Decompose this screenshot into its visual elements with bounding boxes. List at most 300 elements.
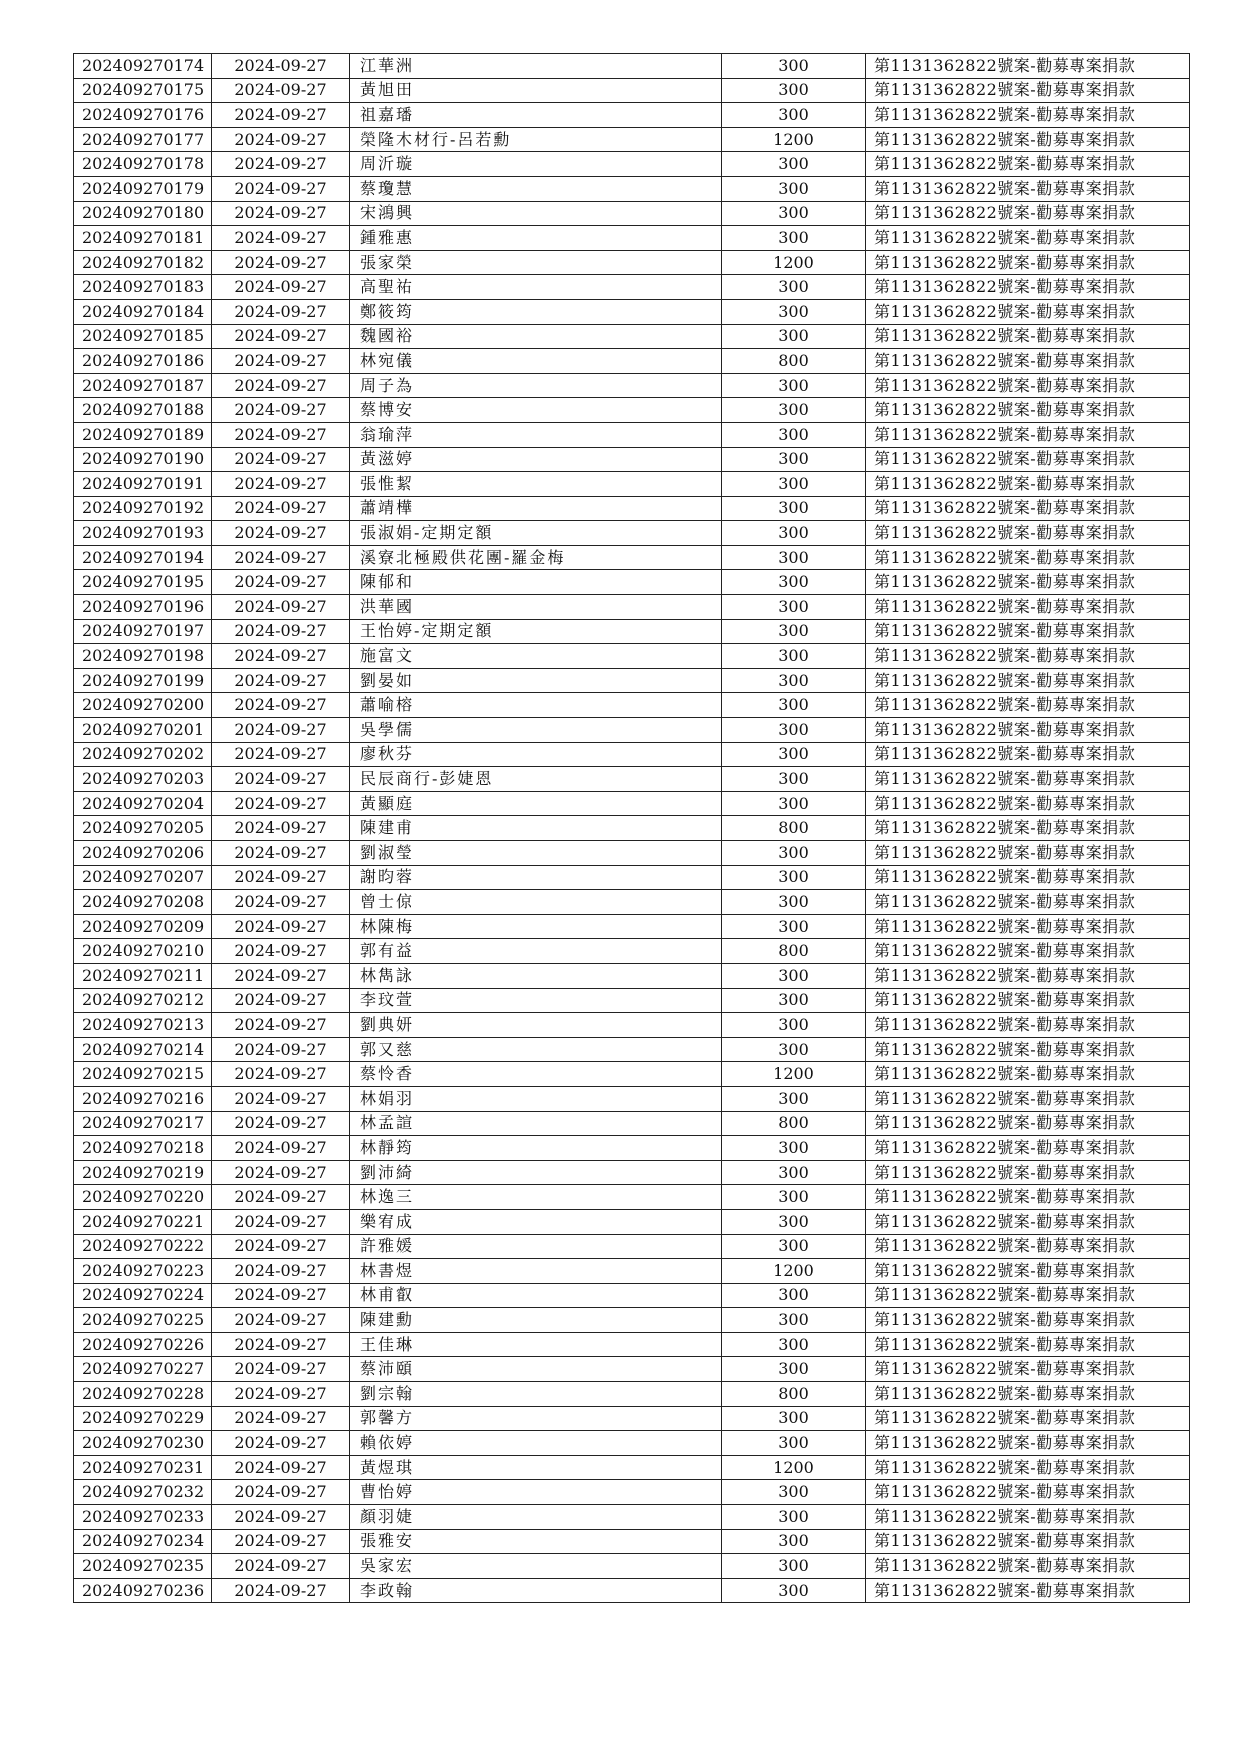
- amount-cell: 300: [722, 890, 866, 915]
- date-cell: 2024-09-27: [212, 890, 350, 915]
- date-cell: 2024-09-27: [212, 373, 350, 398]
- memo-cell: 第1131362822號案-勸募專案捐款: [866, 250, 1190, 275]
- donor-name-cell: 鄭筱筠: [350, 299, 722, 324]
- receipt-number-cell: 202409270190: [74, 447, 212, 472]
- donor-name-cell: 江華洲: [350, 54, 722, 79]
- memo-cell: 第1131362822號案-勸募專案捐款: [866, 1013, 1190, 1038]
- table-row: [74, 176, 1190, 201]
- donor-name-cell: 高聖祐: [350, 275, 722, 300]
- memo-cell: 第1131362822號案-勸募專案捐款: [866, 472, 1190, 497]
- table-row: [74, 349, 1190, 374]
- table-row: [74, 1382, 1190, 1407]
- receipt-number-cell: 202409270181: [74, 226, 212, 251]
- amount-cell: 300: [722, 595, 866, 620]
- amount-cell: 300: [722, 1086, 866, 1111]
- donor-name-cell: 林宛儀: [350, 349, 722, 374]
- receipt-number-cell: 202409270174: [74, 54, 212, 79]
- donor-name-cell: 蕭靖樺: [350, 496, 722, 521]
- donor-name-cell: 張惟絜: [350, 472, 722, 497]
- amount-cell: 300: [722, 570, 866, 595]
- receipt-number-cell: 202409270232: [74, 1480, 212, 1505]
- amount-cell: 300: [722, 1406, 866, 1431]
- date-cell: 2024-09-27: [212, 152, 350, 177]
- table-row: [74, 1480, 1190, 1505]
- receipt-number-cell: 202409270214: [74, 1037, 212, 1062]
- amount-cell: 300: [722, 1234, 866, 1259]
- date-cell: 2024-09-27: [212, 668, 350, 693]
- date-cell: 2024-09-27: [212, 1505, 350, 1530]
- amount-cell: 300: [722, 841, 866, 866]
- donor-name-cell: 顏羽婕: [350, 1505, 722, 1530]
- memo-cell: 第1131362822號案-勸募專案捐款: [866, 201, 1190, 226]
- table-row: [74, 1259, 1190, 1284]
- amount-cell: 1200: [722, 1259, 866, 1284]
- receipt-number-cell: 202409270182: [74, 250, 212, 275]
- receipt-number-cell: 202409270183: [74, 275, 212, 300]
- memo-cell: 第1131362822號案-勸募專案捐款: [866, 447, 1190, 472]
- donor-name-cell: 張家榮: [350, 250, 722, 275]
- amount-cell: 1200: [722, 127, 866, 152]
- amount-cell: 300: [722, 472, 866, 497]
- receipt-number-cell: 202409270228: [74, 1382, 212, 1407]
- receipt-number-cell: 202409270177: [74, 127, 212, 152]
- amount-cell: 300: [722, 54, 866, 79]
- date-cell: 2024-09-27: [212, 226, 350, 251]
- amount-cell: 300: [722, 103, 866, 128]
- memo-cell: 第1131362822號案-勸募專案捐款: [866, 1160, 1190, 1185]
- date-cell: 2024-09-27: [212, 1283, 350, 1308]
- date-cell: 2024-09-27: [212, 1037, 350, 1062]
- memo-cell: 第1131362822號案-勸募專案捐款: [866, 1111, 1190, 1136]
- table-row: [74, 1357, 1190, 1382]
- donor-name-cell: 祖嘉璠: [350, 103, 722, 128]
- table-row: [74, 496, 1190, 521]
- table-row: [74, 472, 1190, 497]
- donor-name-cell: 周沂璇: [350, 152, 722, 177]
- table-row: [74, 103, 1190, 128]
- donor-name-cell: 宋鴻興: [350, 201, 722, 226]
- date-cell: 2024-09-27: [212, 791, 350, 816]
- table-row: [74, 1209, 1190, 1234]
- table-row: [74, 1111, 1190, 1136]
- memo-cell: 第1131362822號案-勸募專案捐款: [866, 767, 1190, 792]
- donor-name-cell: 榮隆木材行-呂若勳: [350, 127, 722, 152]
- amount-cell: 300: [722, 1431, 866, 1456]
- memo-cell: 第1131362822號案-勸募專案捐款: [866, 1554, 1190, 1579]
- receipt-number-cell: 202409270196: [74, 595, 212, 620]
- date-cell: 2024-09-27: [212, 595, 350, 620]
- date-cell: 2024-09-27: [212, 1529, 350, 1554]
- memo-cell: 第1131362822號案-勸募專案捐款: [866, 54, 1190, 79]
- memo-cell: 第1131362822號案-勸募專案捐款: [866, 299, 1190, 324]
- table-row: [74, 1505, 1190, 1530]
- date-cell: 2024-09-27: [212, 1382, 350, 1407]
- memo-cell: 第1131362822號案-勸募專案捐款: [866, 791, 1190, 816]
- date-cell: 2024-09-27: [212, 447, 350, 472]
- amount-cell: 300: [722, 275, 866, 300]
- receipt-number-cell: 202409270191: [74, 472, 212, 497]
- table-row: [74, 1086, 1190, 1111]
- amount-cell: 1200: [722, 250, 866, 275]
- donor-name-cell: 郭有益: [350, 939, 722, 964]
- receipt-number-cell: 202409270194: [74, 545, 212, 570]
- amount-cell: 800: [722, 939, 866, 964]
- memo-cell: 第1131362822號案-勸募專案捐款: [866, 1578, 1190, 1603]
- receipt-number-cell: 202409270189: [74, 422, 212, 447]
- table-row: [74, 447, 1190, 472]
- receipt-number-cell: 202409270227: [74, 1357, 212, 1382]
- receipt-number-cell: 202409270187: [74, 373, 212, 398]
- donor-name-cell: 魏國裕: [350, 324, 722, 349]
- amount-cell: 300: [722, 1160, 866, 1185]
- date-cell: 2024-09-27: [212, 299, 350, 324]
- amount-cell: 300: [722, 963, 866, 988]
- table-row: [74, 422, 1190, 447]
- memo-cell: 第1131362822號案-勸募專案捐款: [866, 963, 1190, 988]
- date-cell: 2024-09-27: [212, 767, 350, 792]
- memo-cell: 第1131362822號案-勸募專案捐款: [866, 152, 1190, 177]
- memo-cell: 第1131362822號案-勸募專案捐款: [866, 1480, 1190, 1505]
- date-cell: 2024-09-27: [212, 496, 350, 521]
- donor-name-cell: 張淑娟-定期定額: [350, 521, 722, 546]
- date-cell: 2024-09-27: [212, 619, 350, 644]
- amount-cell: 300: [722, 1578, 866, 1603]
- date-cell: 2024-09-27: [212, 1111, 350, 1136]
- memo-cell: 第1131362822號案-勸募專案捐款: [866, 1505, 1190, 1530]
- receipt-number-cell: 202409270200: [74, 693, 212, 718]
- date-cell: 2024-09-27: [212, 1357, 350, 1382]
- donor-name-cell: 陳郁和: [350, 570, 722, 595]
- table-row: [74, 1431, 1190, 1456]
- date-cell: 2024-09-27: [212, 1259, 350, 1284]
- amount-cell: 300: [722, 1554, 866, 1579]
- table-row: [74, 54, 1190, 79]
- donor-name-cell: 林逸三: [350, 1185, 722, 1210]
- table-row: [74, 742, 1190, 767]
- donor-name-cell: 林書煜: [350, 1259, 722, 1284]
- memo-cell: 第1131362822號案-勸募專案捐款: [866, 1455, 1190, 1480]
- table-row: [74, 373, 1190, 398]
- memo-cell: 第1131362822號案-勸募專案捐款: [866, 349, 1190, 374]
- receipt-number-cell: 202409270222: [74, 1234, 212, 1259]
- date-cell: 2024-09-27: [212, 54, 350, 79]
- donor-name-cell: 郭又慈: [350, 1037, 722, 1062]
- receipt-number-cell: 202409270179: [74, 176, 212, 201]
- memo-cell: 第1131362822號案-勸募專案捐款: [866, 668, 1190, 693]
- receipt-number-cell: 202409270186: [74, 349, 212, 374]
- donor-name-cell: 劉沛綺: [350, 1160, 722, 1185]
- amount-cell: 300: [722, 988, 866, 1013]
- donor-name-cell: 許雅媛: [350, 1234, 722, 1259]
- receipt-number-cell: 202409270235: [74, 1554, 212, 1579]
- table-row: [74, 1332, 1190, 1357]
- date-cell: 2024-09-27: [212, 1308, 350, 1333]
- donor-name-cell: 謝昀蓉: [350, 865, 722, 890]
- date-cell: 2024-09-27: [212, 127, 350, 152]
- amount-cell: 300: [722, 644, 866, 669]
- amount-cell: 300: [722, 1505, 866, 1530]
- table-row: [74, 1013, 1190, 1038]
- amount-cell: 300: [722, 1283, 866, 1308]
- amount-cell: 300: [722, 1013, 866, 1038]
- memo-cell: 第1131362822號案-勸募專案捐款: [866, 1185, 1190, 1210]
- memo-cell: 第1131362822號案-勸募專案捐款: [866, 398, 1190, 423]
- donor-name-cell: 蕭喻榕: [350, 693, 722, 718]
- receipt-number-cell: 202409270208: [74, 890, 212, 915]
- amount-cell: 1200: [722, 1455, 866, 1480]
- table-row: [74, 299, 1190, 324]
- amount-cell: 800: [722, 816, 866, 841]
- memo-cell: 第1131362822號案-勸募專案捐款: [866, 644, 1190, 669]
- receipt-number-cell: 202409270197: [74, 619, 212, 644]
- table-row: [74, 963, 1190, 988]
- memo-cell: 第1131362822號案-勸募專案捐款: [866, 890, 1190, 915]
- table-row: [74, 152, 1190, 177]
- table-row: [74, 1455, 1190, 1480]
- amount-cell: 800: [722, 349, 866, 374]
- amount-cell: 300: [722, 373, 866, 398]
- memo-cell: 第1131362822號案-勸募專案捐款: [866, 693, 1190, 718]
- receipt-number-cell: 202409270218: [74, 1136, 212, 1161]
- memo-cell: 第1131362822號案-勸募專案捐款: [866, 422, 1190, 447]
- table-row: [74, 521, 1190, 546]
- donation-ledger-table: [73, 53, 1190, 1603]
- donor-name-cell: 周子為: [350, 373, 722, 398]
- amount-cell: 300: [722, 521, 866, 546]
- amount-cell: 300: [722, 1332, 866, 1357]
- table-row: [74, 324, 1190, 349]
- donor-name-cell: 吳學儒: [350, 718, 722, 743]
- date-cell: 2024-09-27: [212, 472, 350, 497]
- memo-cell: 第1131362822號案-勸募專案捐款: [866, 1406, 1190, 1431]
- donor-name-cell: 林陳梅: [350, 914, 722, 939]
- table-row: [74, 890, 1190, 915]
- date-cell: 2024-09-27: [212, 349, 350, 374]
- donor-name-cell: 樂宥成: [350, 1209, 722, 1234]
- memo-cell: 第1131362822號案-勸募專案捐款: [866, 324, 1190, 349]
- donor-name-cell: 蔡博安: [350, 398, 722, 423]
- donor-name-cell: 劉宗翰: [350, 1382, 722, 1407]
- donor-name-cell: 王怡婷-定期定額: [350, 619, 722, 644]
- table-row: [74, 595, 1190, 620]
- donor-name-cell: 劉典妍: [350, 1013, 722, 1038]
- receipt-number-cell: 202409270213: [74, 1013, 212, 1038]
- date-cell: 2024-09-27: [212, 78, 350, 103]
- table-row: [74, 226, 1190, 251]
- memo-cell: 第1131362822號案-勸募專案捐款: [866, 1259, 1190, 1284]
- donor-name-cell: 黃滋婷: [350, 447, 722, 472]
- date-cell: 2024-09-27: [212, 324, 350, 349]
- table-row: [74, 644, 1190, 669]
- donor-name-cell: 林雋詠: [350, 963, 722, 988]
- donor-name-cell: 王佳琳: [350, 1332, 722, 1357]
- receipt-number-cell: 202409270184: [74, 299, 212, 324]
- table-row: [74, 1062, 1190, 1087]
- donor-name-cell: 民辰商行-彭婕恩: [350, 767, 722, 792]
- memo-cell: 第1131362822號案-勸募專案捐款: [866, 939, 1190, 964]
- memo-cell: 第1131362822號案-勸募專案捐款: [866, 1382, 1190, 1407]
- donor-name-cell: 鍾雅惠: [350, 226, 722, 251]
- amount-cell: 300: [722, 447, 866, 472]
- memo-cell: 第1131362822號案-勸募專案捐款: [866, 865, 1190, 890]
- donor-name-cell: 林靜筠: [350, 1136, 722, 1161]
- memo-cell: 第1131362822號案-勸募專案捐款: [866, 1529, 1190, 1554]
- donor-name-cell: 林娟羽: [350, 1086, 722, 1111]
- amount-cell: 300: [722, 545, 866, 570]
- ledger-body: [74, 54, 1190, 1603]
- receipt-number-cell: 202409270201: [74, 718, 212, 743]
- date-cell: 2024-09-27: [212, 1431, 350, 1456]
- receipt-number-cell: 202409270212: [74, 988, 212, 1013]
- amount-cell: 300: [722, 1357, 866, 1382]
- amount-cell: 300: [722, 693, 866, 718]
- amount-cell: 300: [722, 152, 866, 177]
- amount-cell: 300: [722, 668, 866, 693]
- date-cell: 2024-09-27: [212, 545, 350, 570]
- receipt-number-cell: 202409270198: [74, 644, 212, 669]
- receipt-number-cell: 202409270176: [74, 103, 212, 128]
- table-row: [74, 1578, 1190, 1603]
- memo-cell: 第1131362822號案-勸募專案捐款: [866, 1332, 1190, 1357]
- memo-cell: 第1131362822號案-勸募專案捐款: [866, 1283, 1190, 1308]
- donor-name-cell: 郭馨方: [350, 1406, 722, 1431]
- table-row: [74, 841, 1190, 866]
- date-cell: 2024-09-27: [212, 103, 350, 128]
- date-cell: 2024-09-27: [212, 1554, 350, 1579]
- date-cell: 2024-09-27: [212, 939, 350, 964]
- donor-name-cell: 賴依婷: [350, 1431, 722, 1456]
- memo-cell: 第1131362822號案-勸募專案捐款: [866, 1086, 1190, 1111]
- memo-cell: 第1131362822號案-勸募專案捐款: [866, 570, 1190, 595]
- memo-cell: 第1131362822號案-勸募專案捐款: [866, 127, 1190, 152]
- table-row: [74, 718, 1190, 743]
- receipt-number-cell: 202409270180: [74, 201, 212, 226]
- date-cell: 2024-09-27: [212, 275, 350, 300]
- donor-name-cell: 洪華國: [350, 595, 722, 620]
- receipt-number-cell: 202409270231: [74, 1455, 212, 1480]
- receipt-number-cell: 202409270236: [74, 1578, 212, 1603]
- memo-cell: 第1131362822號案-勸募專案捐款: [866, 176, 1190, 201]
- amount-cell: 300: [722, 1037, 866, 1062]
- amount-cell: 300: [722, 1480, 866, 1505]
- date-cell: 2024-09-27: [212, 963, 350, 988]
- receipt-number-cell: 202409270210: [74, 939, 212, 964]
- donor-name-cell: 劉淑瑩: [350, 841, 722, 866]
- receipt-number-cell: 202409270217: [74, 1111, 212, 1136]
- amount-cell: 300: [722, 1529, 866, 1554]
- table-row: [74, 545, 1190, 570]
- receipt-number-cell: 202409270193: [74, 521, 212, 546]
- memo-cell: 第1131362822號案-勸募專案捐款: [866, 1234, 1190, 1259]
- date-cell: 2024-09-27: [212, 1578, 350, 1603]
- amount-cell: 300: [722, 299, 866, 324]
- receipt-number-cell: 202409270216: [74, 1086, 212, 1111]
- date-cell: 2024-09-27: [212, 742, 350, 767]
- amount-cell: 300: [722, 422, 866, 447]
- receipt-number-cell: 202409270215: [74, 1062, 212, 1087]
- date-cell: 2024-09-27: [212, 865, 350, 890]
- memo-cell: 第1131362822號案-勸募專案捐款: [866, 275, 1190, 300]
- table-row: [74, 668, 1190, 693]
- date-cell: 2024-09-27: [212, 1234, 350, 1259]
- date-cell: 2024-09-27: [212, 914, 350, 939]
- amount-cell: 300: [722, 496, 866, 521]
- table-row: [74, 1234, 1190, 1259]
- amount-cell: 300: [722, 1136, 866, 1161]
- donor-name-cell: 蔡瓊慧: [350, 176, 722, 201]
- receipt-number-cell: 202409270209: [74, 914, 212, 939]
- table-row: [74, 816, 1190, 841]
- donor-name-cell: 蔡怜香: [350, 1062, 722, 1087]
- receipt-number-cell: 202409270225: [74, 1308, 212, 1333]
- donor-name-cell: 陳建甫: [350, 816, 722, 841]
- amount-cell: 300: [722, 1185, 866, 1210]
- receipt-number-cell: 202409270202: [74, 742, 212, 767]
- table-row: [74, 1136, 1190, 1161]
- receipt-number-cell: 202409270195: [74, 570, 212, 595]
- receipt-number-cell: 202409270230: [74, 1431, 212, 1456]
- date-cell: 2024-09-27: [212, 1209, 350, 1234]
- table-row: [74, 570, 1190, 595]
- table-row: [74, 767, 1190, 792]
- date-cell: 2024-09-27: [212, 1480, 350, 1505]
- receipt-number-cell: 202409270233: [74, 1505, 212, 1530]
- amount-cell: 300: [722, 1308, 866, 1333]
- receipt-number-cell: 202409270221: [74, 1209, 212, 1234]
- memo-cell: 第1131362822號案-勸募專案捐款: [866, 816, 1190, 841]
- memo-cell: 第1131362822號案-勸募專案捐款: [866, 619, 1190, 644]
- table-row: [74, 275, 1190, 300]
- memo-cell: 第1131362822號案-勸募專案捐款: [866, 545, 1190, 570]
- memo-cell: 第1131362822號案-勸募專案捐款: [866, 1037, 1190, 1062]
- date-cell: 2024-09-27: [212, 693, 350, 718]
- amount-cell: 300: [722, 201, 866, 226]
- donor-name-cell: 劉晏如: [350, 668, 722, 693]
- date-cell: 2024-09-27: [212, 988, 350, 1013]
- table-row: [74, 201, 1190, 226]
- donor-name-cell: 林甫叡: [350, 1283, 722, 1308]
- table-row: [74, 1160, 1190, 1185]
- amount-cell: 300: [722, 176, 866, 201]
- receipt-number-cell: 202409270224: [74, 1283, 212, 1308]
- receipt-number-cell: 202409270178: [74, 152, 212, 177]
- receipt-number-cell: 202409270175: [74, 78, 212, 103]
- amount-cell: 1200: [722, 1062, 866, 1087]
- receipt-number-cell: 202409270199: [74, 668, 212, 693]
- table-row: [74, 1185, 1190, 1210]
- amount-cell: 300: [722, 914, 866, 939]
- memo-cell: 第1131362822號案-勸募專案捐款: [866, 1431, 1190, 1456]
- table-row: [74, 1554, 1190, 1579]
- amount-cell: 300: [722, 865, 866, 890]
- memo-cell: 第1131362822號案-勸募專案捐款: [866, 496, 1190, 521]
- table-row: [74, 791, 1190, 816]
- table-row: [74, 693, 1190, 718]
- receipt-number-cell: 202409270185: [74, 324, 212, 349]
- donor-name-cell: 吳家宏: [350, 1554, 722, 1579]
- date-cell: 2024-09-27: [212, 176, 350, 201]
- donor-name-cell: 李玟萱: [350, 988, 722, 1013]
- table-row: [74, 1037, 1190, 1062]
- donor-name-cell: 施富文: [350, 644, 722, 669]
- amount-cell: 300: [722, 398, 866, 423]
- table-row: [74, 1308, 1190, 1333]
- receipt-number-cell: 202409270211: [74, 963, 212, 988]
- receipt-number-cell: 202409270204: [74, 791, 212, 816]
- receipt-number-cell: 202409270223: [74, 1259, 212, 1284]
- table-row: [74, 127, 1190, 152]
- date-cell: 2024-09-27: [212, 250, 350, 275]
